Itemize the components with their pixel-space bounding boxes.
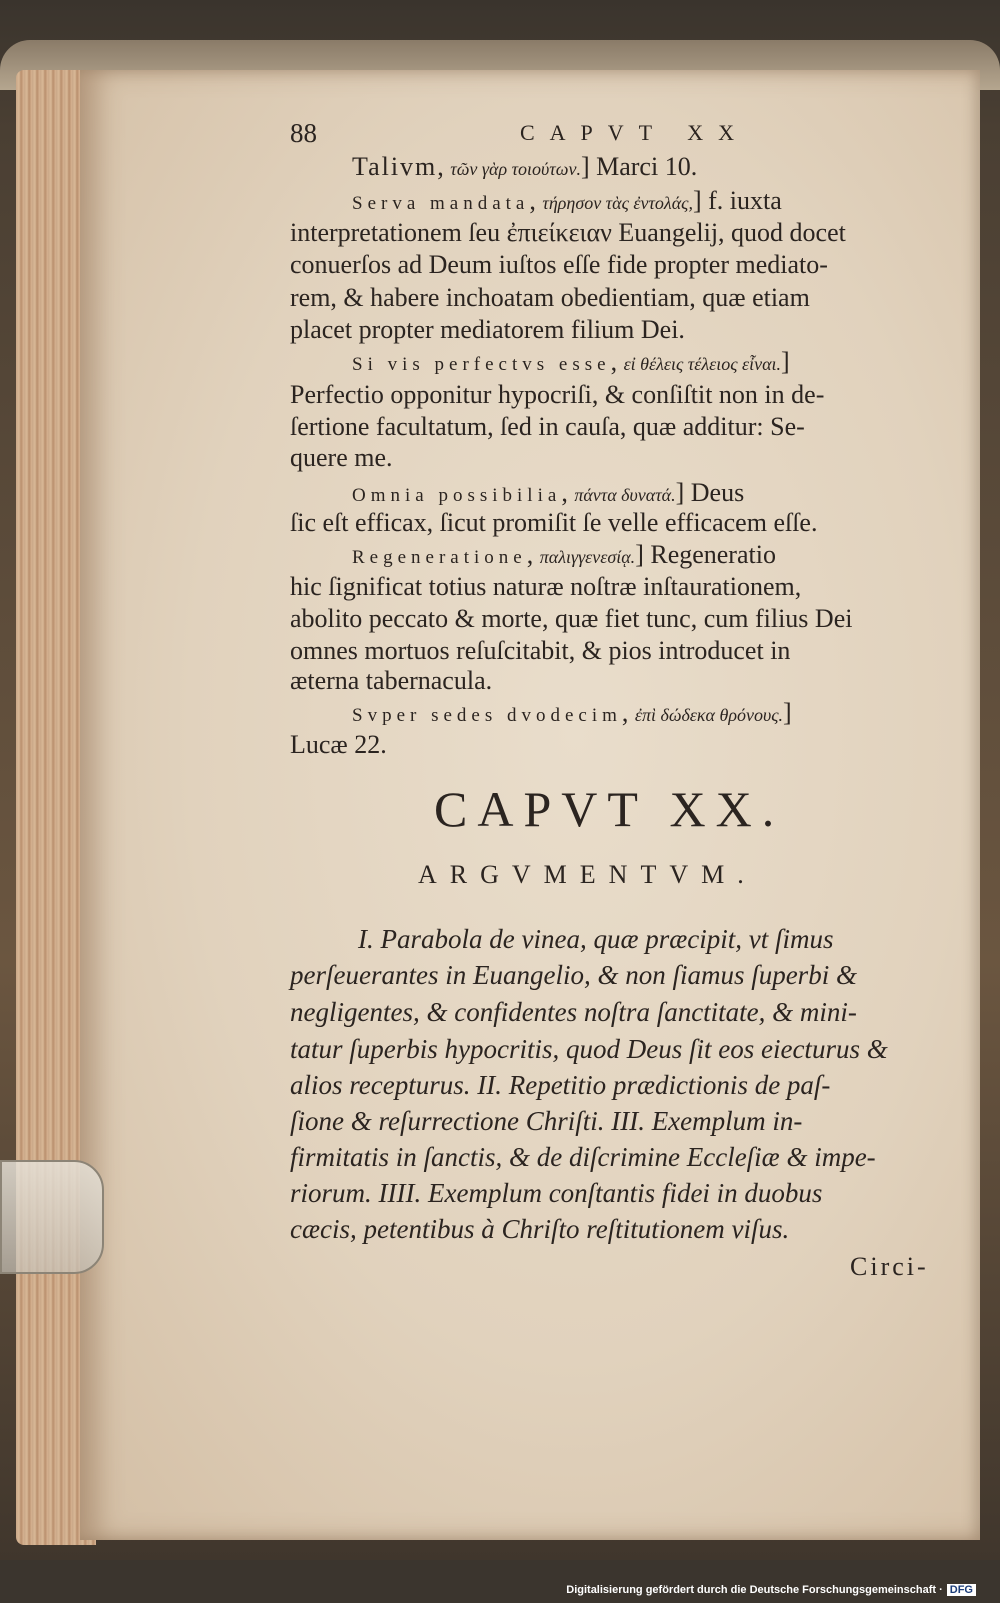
body-line: Serva mandata, τήρησον τὰς ἐντολάς,] f. iuxta bbox=[352, 186, 782, 215]
credit-text: Digitalisierung gefördert durch die Deutsche Forschungsgemeinschaft · bbox=[566, 1584, 943, 1596]
catchword: Circi- bbox=[850, 1252, 929, 1281]
argument-line: I. Parabola de vinea, quæ præcipit, vt ſimus bbox=[358, 924, 834, 954]
argument-line: negligentes, & confidentes noſtra ſanctitate, & mini- bbox=[290, 997, 857, 1027]
body-line: Omnia possibilia, πάντα δυνατά.] Deus bbox=[352, 478, 745, 507]
body-line: placet propter mediatorem filium Dei. bbox=[290, 315, 685, 344]
body-line: abolito peccato & morte, quæ fiet tunc, cum filius Dei bbox=[290, 604, 853, 633]
body-line: Lucæ 22. bbox=[290, 730, 387, 759]
bookmark-tab bbox=[0, 1160, 104, 1274]
argument-line: alios recepturus. II. Repetitio prædictionis de paſ- bbox=[290, 1070, 831, 1100]
body-line: conuerſos ad Deum iuſtos eſſe fide propter mediato- bbox=[290, 250, 828, 279]
argument-line: riorum. IIII. Exemplum conſtantis fidei in duobus bbox=[290, 1178, 823, 1208]
chapter-subtitle: ARGVMENTVM. bbox=[418, 860, 757, 889]
body-line: Si vis perfectvs esse, εἰ θέλεις τέλειος εἶναι.] bbox=[352, 347, 790, 376]
chapter-title: CAPVT XX. bbox=[434, 781, 785, 837]
bottom-scan-edge bbox=[0, 1560, 1000, 1603]
body-line: Talivm, τῶν γὰρ τοιούτων.] Marci 10. bbox=[352, 152, 698, 181]
body-line: Svper sedes dvodecim, ἐπὶ δώδεκα θρόνους.] bbox=[352, 698, 792, 727]
body-line: omnes mortuos reſuſcitabit, & pios introducet in bbox=[290, 636, 791, 665]
body-line: interpretationem ſeu ἐπιείκειαν Euangelij, quod docet bbox=[290, 218, 846, 247]
digitization-credit bbox=[566, 1584, 976, 1596]
body-line: hic ſignificat totius naturæ noſtræ inſtaurationem, bbox=[290, 572, 802, 601]
argument-line: tatur ſuperbis hypocritis, quod Deus ſit eos eiecturus & bbox=[290, 1034, 888, 1064]
page-number: 88 bbox=[290, 118, 317, 148]
body-line: æterna tabernacula. bbox=[290, 666, 493, 695]
dfg-logo: DFG bbox=[947, 1584, 976, 1596]
argument-line: cæcis, petentibus à Chriſto reſtitutionem viſus. bbox=[290, 1214, 790, 1244]
running-title: CAPVT XX bbox=[520, 120, 750, 145]
body-line: Perfectio opponitur hypocriſi, & conſiſtit non in de- bbox=[290, 380, 825, 409]
body-line: Regeneratione, παλιγγενεσίᾳ.] Regeneratio bbox=[352, 540, 776, 569]
body-line: quere me. bbox=[290, 443, 393, 472]
argument-line: firmitatis in ſanctis, & de diſcrimine Eccleſiæ & impe- bbox=[290, 1142, 876, 1172]
body-line: rem, & habere inchoatam obedientiam, quæ etiam bbox=[290, 283, 810, 312]
argument-line: perſeuerantes in Euangelio, & non ſiamus ſuperbi & bbox=[290, 960, 857, 990]
body-line: ſertione facultatum, ſed in cauſa, quæ additur: Se- bbox=[290, 412, 805, 441]
body-line: ſic eſt efficax, ſicut promiſit ſe velle efficacem eſſe. bbox=[290, 508, 818, 537]
argument-line: ſione & reſurrectione Chriſti. III. Exemplum in- bbox=[290, 1106, 803, 1136]
